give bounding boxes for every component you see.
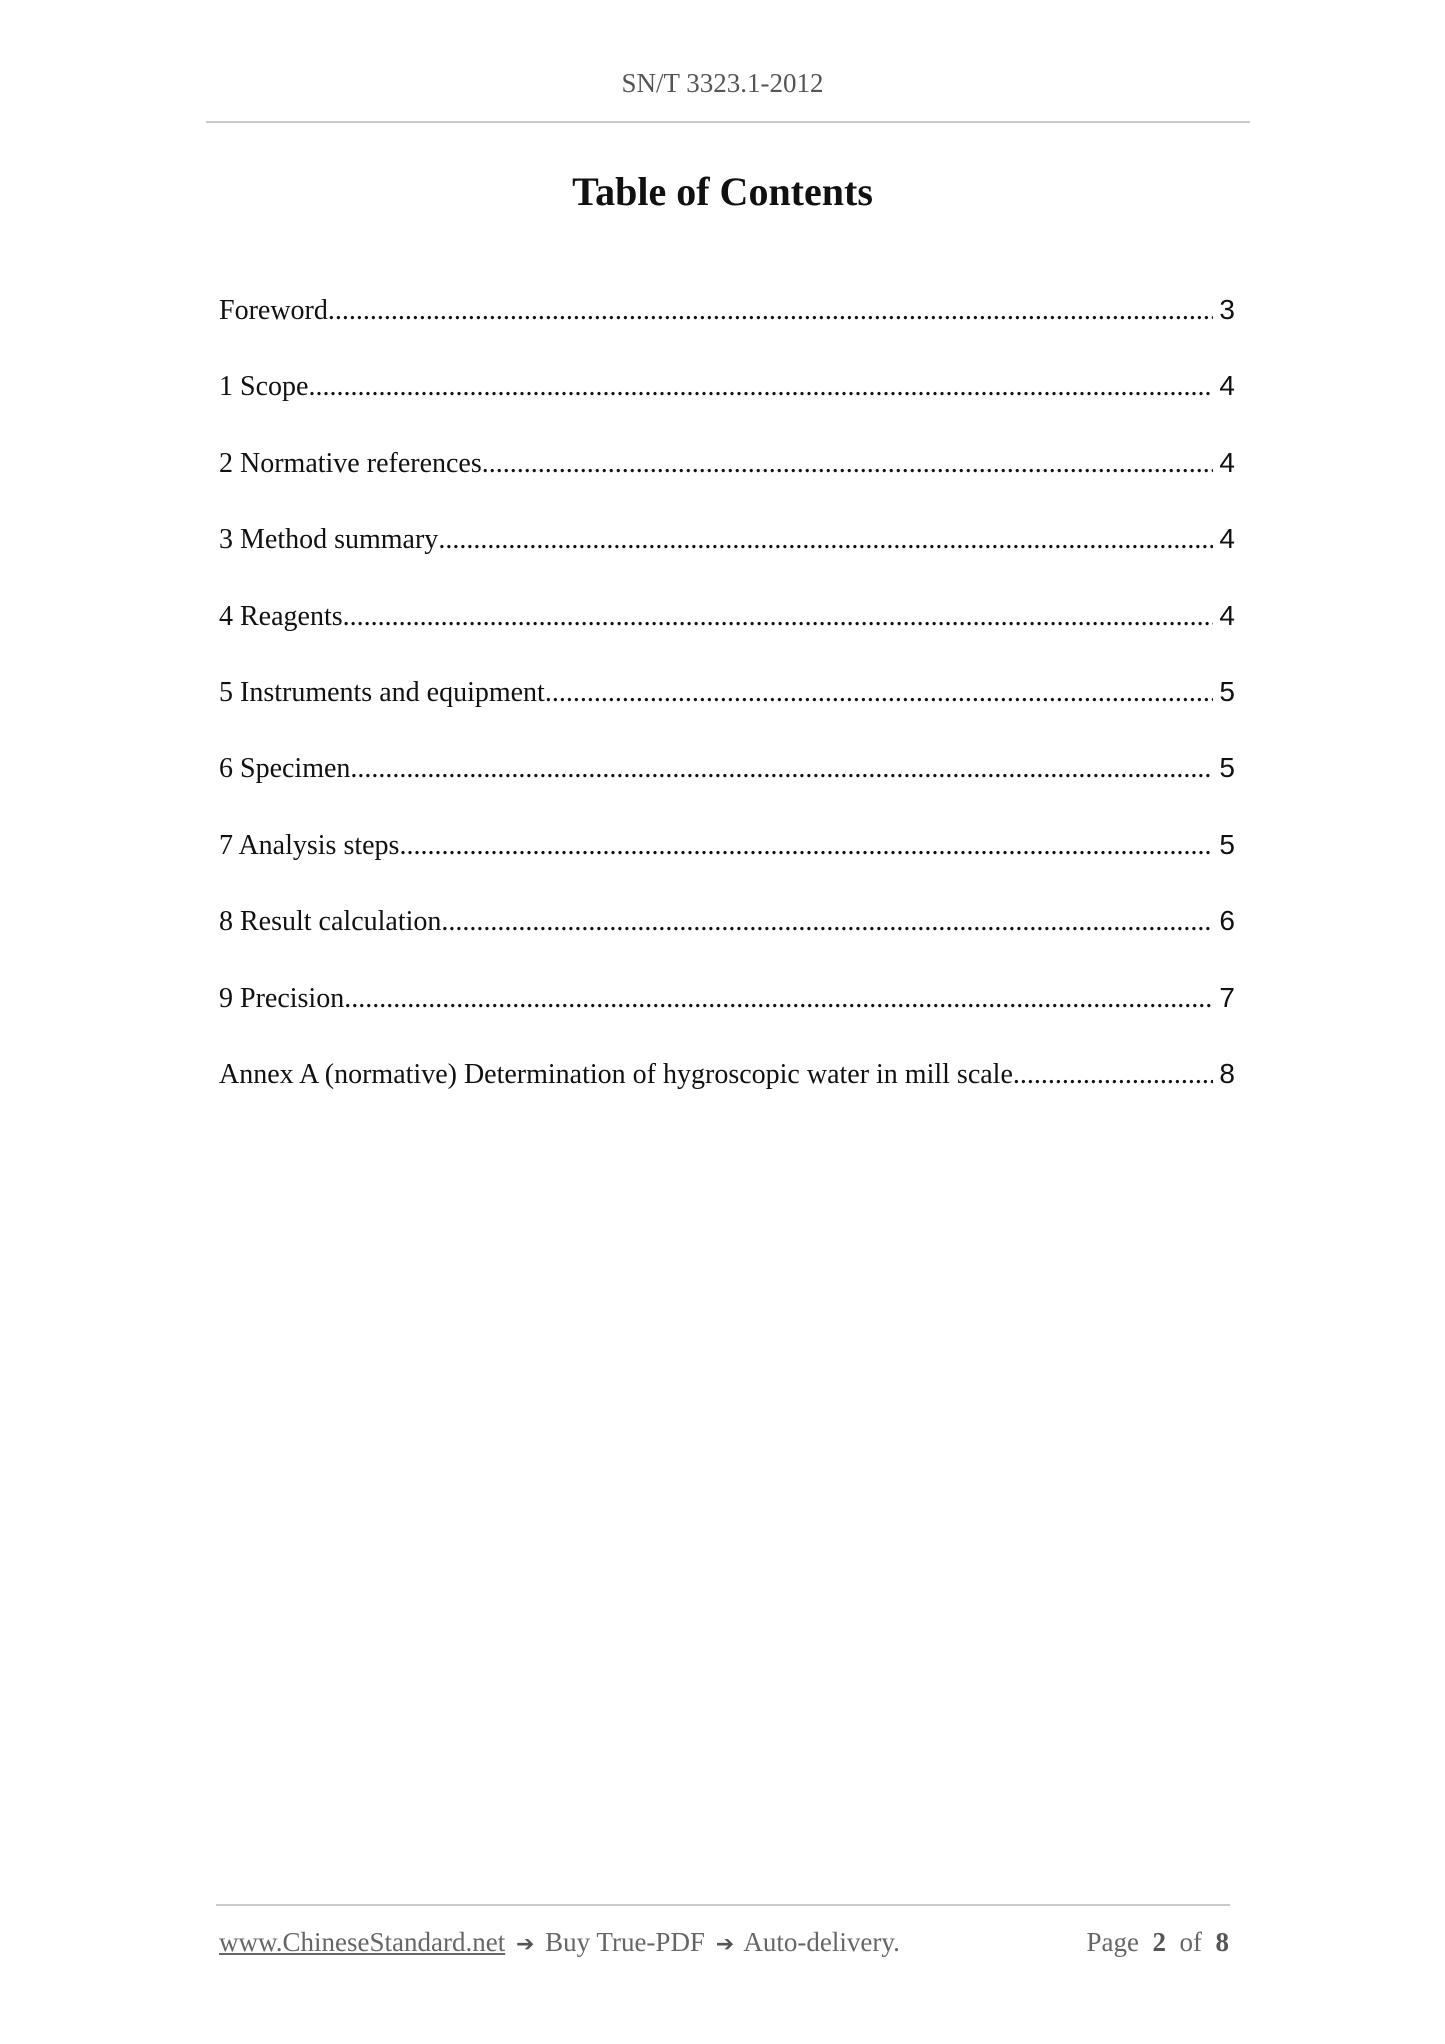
header-divider (206, 121, 1250, 123)
toc-page-number: 4 (1219, 599, 1235, 631)
toc-entry-label: 5 Instruments and equipment (219, 676, 545, 708)
toc-entry-label: 6 Specimen (219, 753, 351, 785)
footer-divider (216, 1904, 1230, 1906)
toc-dot-leader (344, 983, 1213, 1015)
toc-entry-normative-references[interactable] (219, 447, 1235, 523)
toc-entry-precision[interactable] (219, 982, 1235, 1058)
toc-dot-leader (350, 753, 1213, 785)
toc-page-number: 4 (1219, 370, 1235, 402)
auto-delivery-text: Auto-delivery. (743, 1927, 900, 1957)
toc-dot-leader (308, 371, 1213, 403)
toc-entry-result-calculation[interactable] (219, 905, 1235, 981)
toc-dot-leader (328, 295, 1214, 327)
toc-page-number: 6 (1219, 905, 1235, 937)
table-of-contents (219, 294, 1235, 1134)
toc-page-number: 5 (1219, 675, 1235, 707)
page-footer (219, 1926, 1229, 1961)
toc-page-number: 5 (1219, 752, 1235, 784)
toc-entry-method-summary[interactable] (219, 523, 1235, 599)
toc-entry-label: 8 Result calculation (219, 906, 442, 938)
toc-dot-leader (438, 524, 1213, 556)
toc-dot-leader (399, 830, 1213, 862)
toc-entry-label: 7 Analysis steps (219, 829, 400, 861)
toc-page-number: 4 (1219, 523, 1235, 555)
toc-entry-reagents[interactable] (219, 600, 1235, 676)
toc-entry-instruments-and-equipment[interactable] (219, 676, 1235, 752)
toc-dot-leader (482, 448, 1214, 480)
arrow-right-icon: ➔ (715, 1932, 735, 1957)
buy-true-pdf-text: Buy True-PDF (545, 1927, 705, 1957)
arrow-right-icon: ➔ (515, 1932, 535, 1957)
toc-entry-label: Foreword (219, 295, 328, 326)
total-pages-number: 8 (1215, 1927, 1229, 1957)
toc-page-number: 3 (1219, 294, 1235, 325)
toc-dot-leader (441, 906, 1213, 938)
chinesestandard-link[interactable]: www.ChineseStandard.net (219, 1927, 506, 1957)
toc-page-number: 7 (1219, 981, 1235, 1013)
toc-entry-label: 9 Precision (219, 982, 345, 1014)
toc-dot-leader (545, 677, 1214, 709)
document-id: SN/T 3323.1-2012 (621, 68, 824, 98)
toc-dot-leader (343, 601, 1214, 633)
toc-page-number: 5 (1219, 828, 1235, 860)
toc-entry-label: 1 Scope (219, 371, 309, 403)
toc-entry-label: 2 Normative references (219, 447, 482, 479)
current-page-number: 2 (1152, 1927, 1166, 1957)
page-label: Page (1086, 1927, 1139, 1957)
toc-entry-label: Annex A (normative) Determination of hygroscopic water in mill scale (219, 1058, 1013, 1090)
toc-entry-specimen[interactable] (219, 752, 1235, 828)
toc-entry-scope[interactable] (219, 370, 1235, 446)
toc-entry-label: 4 Reagents (219, 600, 343, 632)
toc-page-number: 8 (1219, 1057, 1235, 1089)
page-title: Table of Contents (572, 169, 873, 214)
toc-entry-label: 3 Method summary (219, 524, 439, 556)
of-label: of (1179, 1927, 1202, 1957)
toc-dot-leader (1013, 1059, 1214, 1091)
toc-entry-annex-a[interactable] (219, 1058, 1235, 1134)
toc-entry-foreword[interactable] (219, 294, 1235, 370)
toc-entry-analysis-steps[interactable] (219, 829, 1235, 905)
page-indicator (1087, 1926, 1229, 1958)
toc-page-number: 4 (1219, 446, 1235, 478)
